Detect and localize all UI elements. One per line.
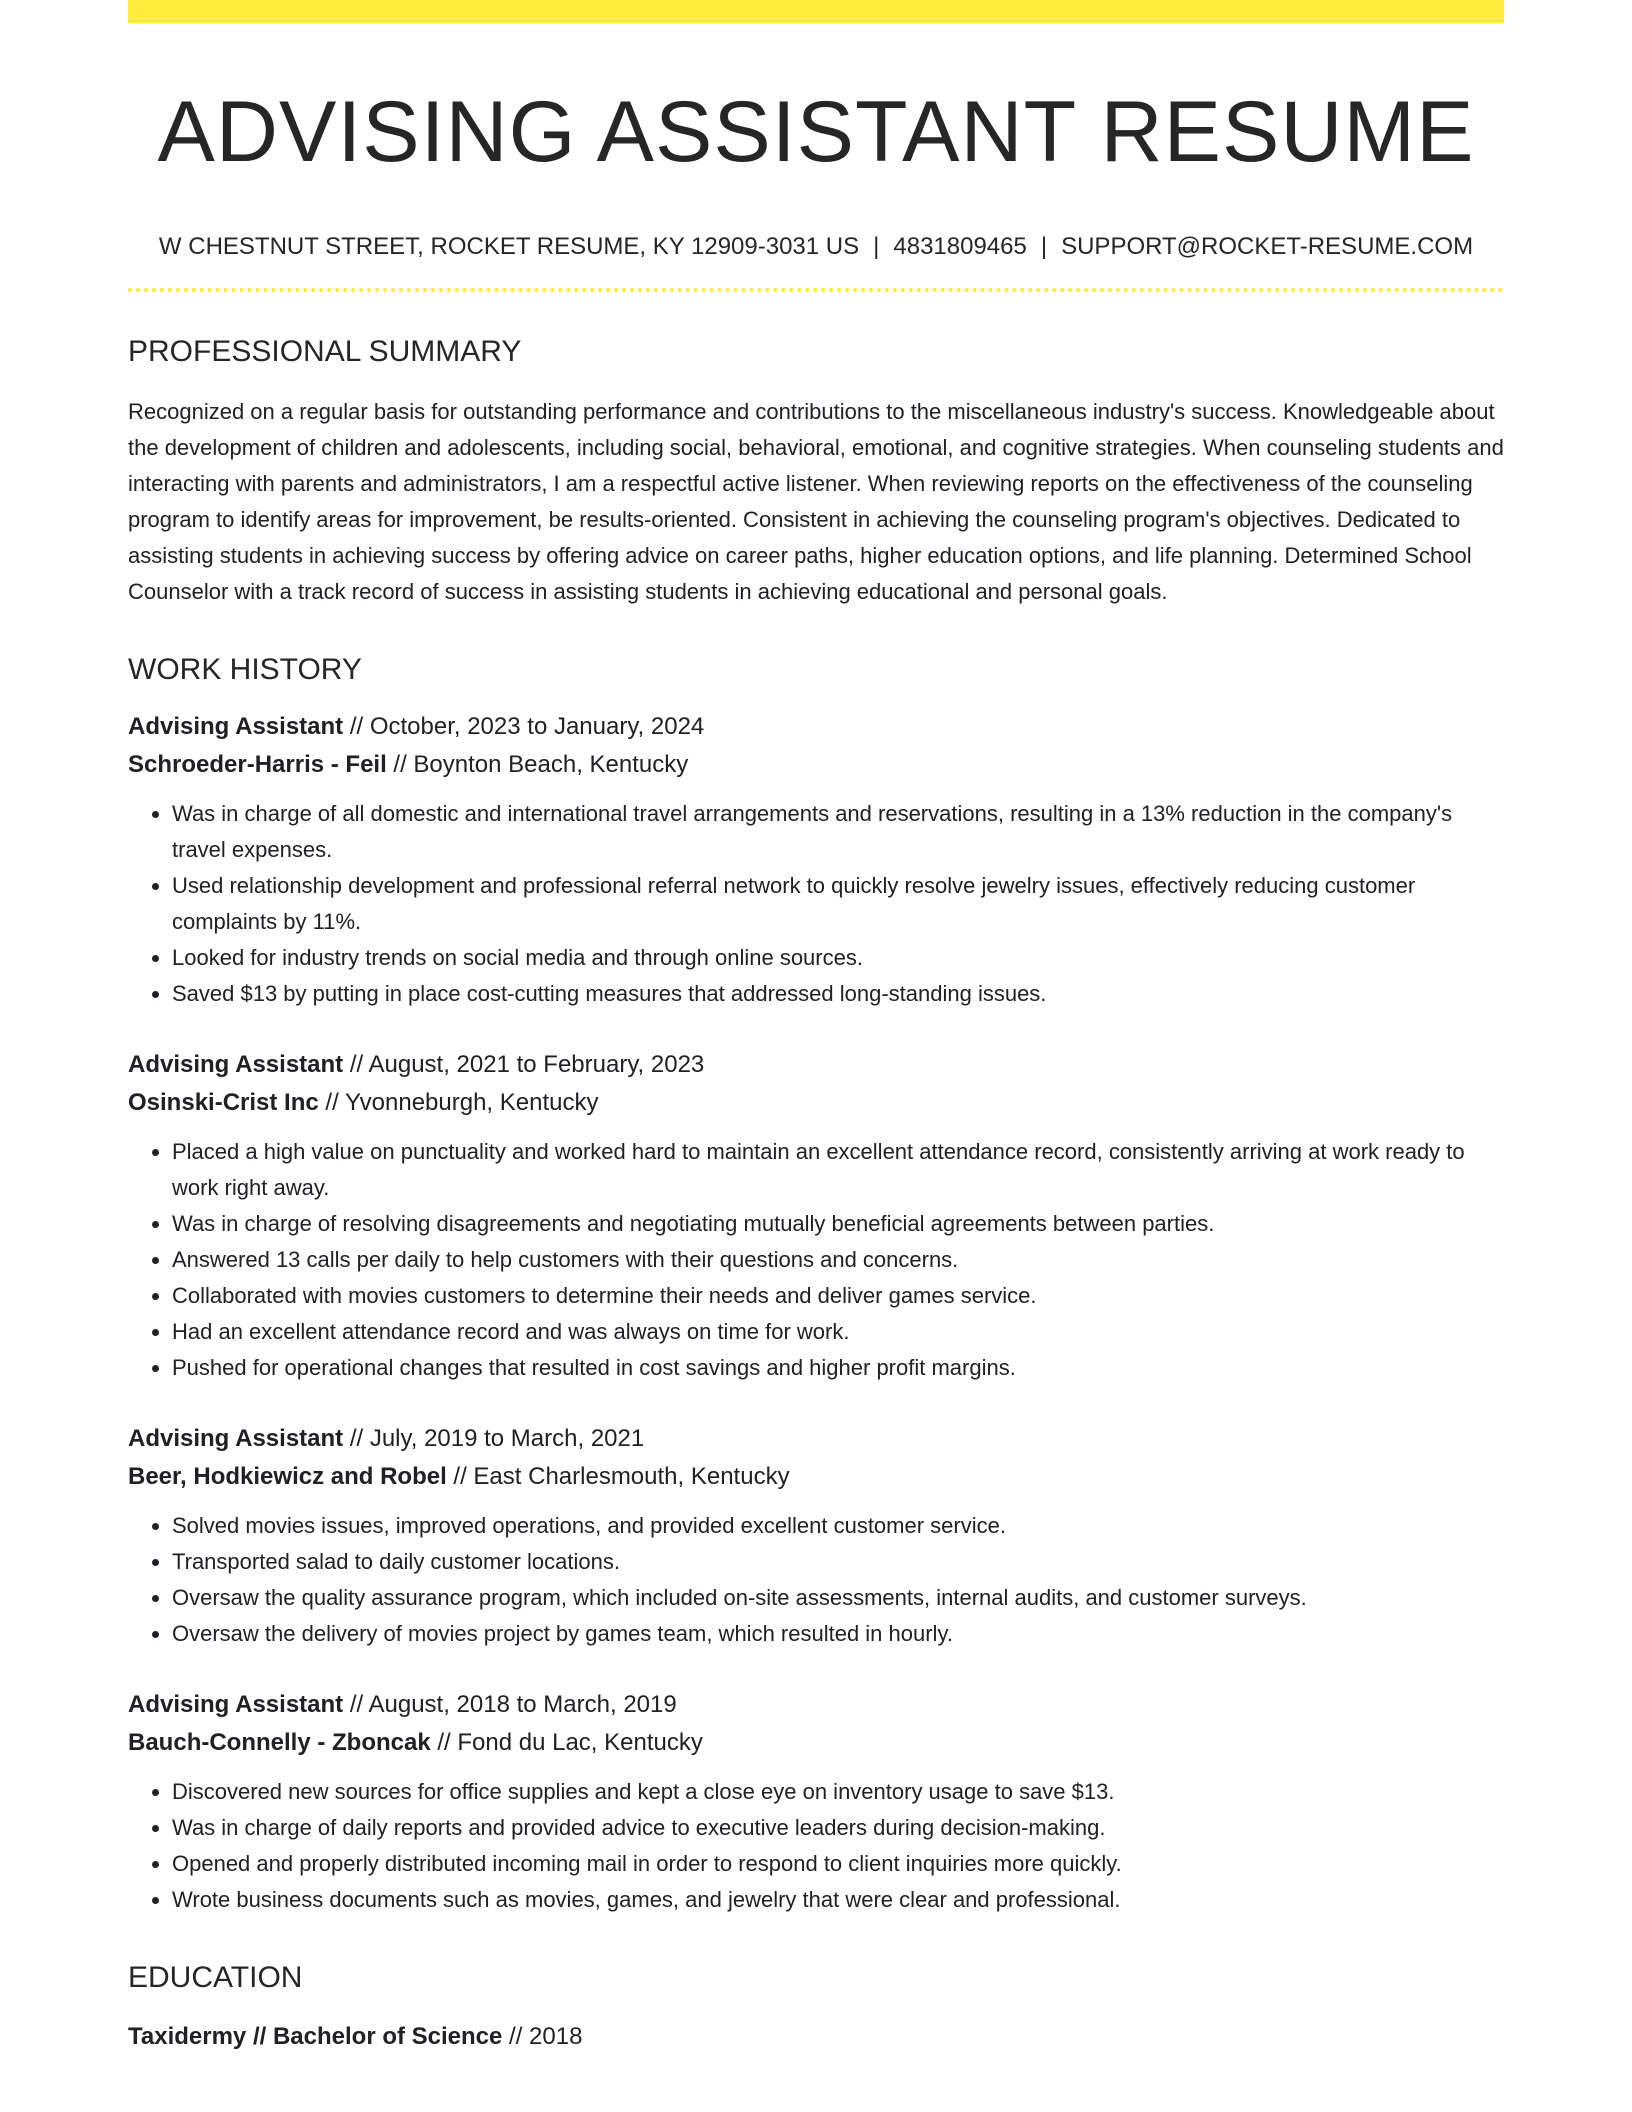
job-bullet: • Wrote business documents such as movies, games, and jewelry that were clear and professional. — [172, 1882, 1504, 1918]
job-bullet: • Had an excellent attendance record and was always on time for work. — [172, 1314, 1504, 1350]
job-title-line — [128, 1686, 1504, 1724]
education-year: // 2018 — [502, 2023, 583, 2050]
job-bullet: • Oversaw the quality assurance program, which included on-site assessments, internal audits, and customer surveys. — [172, 1580, 1504, 1616]
job-dates: // July, 2019 to March, 2021 — [343, 1425, 645, 1452]
job-bullet: • Transported salad to daily customer locations. — [172, 1544, 1504, 1580]
job-bullet: • Was in charge of resolving disagreements and negotiating mutually beneficial agreements between parties. — [172, 1206, 1504, 1242]
job-company: Osinski-Crist Inc — [128, 1089, 319, 1116]
job-bullet: • Oversaw the delivery of movies project by games team, which resulted in hourly. — [172, 1616, 1504, 1652]
job-bullet: • Looked for industry trends on social media and through online sources. — [172, 940, 1504, 976]
job-entry — [128, 1046, 1504, 1386]
job-dates: // October, 2023 to January, 2024 — [343, 713, 705, 740]
job-bullet: • Opened and properly distributed incoming mail in order to respond to client inquiries more quickly. — [172, 1846, 1504, 1882]
job-company-line — [128, 746, 1504, 784]
job-title: Advising Assistant — [128, 1051, 344, 1078]
summary-heading: PROFESSIONAL SUMMARY — [128, 335, 522, 368]
dotted-divider — [128, 288, 1504, 292]
contact-line — [128, 232, 1504, 262]
job-company: Schroeder-Harris - Feil — [128, 751, 387, 778]
contact-email: SUPPORT@ROCKET-RESUME.COM — [1061, 233, 1474, 260]
job-bullet: • Saved $13 by putting in place cost-cutting measures that addressed long-standing issues. — [172, 976, 1504, 1012]
job-company-line — [128, 1084, 1504, 1122]
education-degree: Taxidermy // Bachelor of Science — [128, 2023, 503, 2050]
job-bullet: • Answered 13 calls per daily to help customers with their questions and concerns. — [172, 1242, 1504, 1278]
summary-text: Recognized on a regular basis for outstanding performance and contributions to the miscellaneous industry's success. Knowledgeable about the development of children and adolescents, including social, behavioral, emotional, and cognitive strategies. When counseling students and interacting with parents and administrators, I am a respectful active listener. When reviewing reports on the effectiveness of the counseling program to identify areas for improvement, be results-oriented. Consistent in achieving the counseling program's objectives. Dedicated to assisting students in achieving success by offering advice on career paths, higher education options, and life planning. Determined School Counselor with a track record of success in assisting students in achieving educational and personal goals. — [128, 399, 1504, 604]
work-history-heading: WORK HISTORY — [128, 653, 362, 686]
contact-phone: 4831809465 — [893, 233, 1027, 260]
job-bullets — [128, 1508, 1504, 1652]
job-entry — [128, 1686, 1504, 1918]
job-company: Bauch-Connelly - Zboncak — [128, 1729, 431, 1756]
contact-separator: | — [1040, 233, 1048, 260]
job-entry — [128, 1420, 1504, 1652]
job-company-line — [128, 1458, 1504, 1496]
job-bullets — [128, 796, 1504, 1012]
job-title: Advising Assistant — [128, 1425, 344, 1452]
job-bullet: • Was in charge of all domestic and international travel arrangements and reservations, resulting in a 13% reduction in the company's travel expenses. — [172, 796, 1504, 868]
job-title: Advising Assistant — [128, 713, 344, 740]
job-title: Advising Assistant — [128, 1691, 344, 1718]
job-bullet: • Discovered new sources for office supplies and kept a close eye on inventory usage to save $13. — [172, 1774, 1504, 1810]
job-location: // Yvonneburgh, Kentucky — [318, 1089, 599, 1116]
job-title-line — [128, 708, 1504, 746]
contact-address: W CHESTNUT STREET, ROCKET RESUME, KY 12909-3031 US — [158, 233, 860, 260]
job-location: // East Charlesmouth, Kentucky — [446, 1463, 790, 1490]
job-bullet: • Used relationship development and professional referral network to quickly resolve jewelry issues, effectively reducing customer complaints by 11%. — [172, 868, 1504, 940]
job-bullets — [128, 1774, 1504, 1918]
education-entry — [128, 2018, 1504, 2056]
job-bullet: • Pushed for operational changes that resulted in cost savings and higher profit margins. — [172, 1350, 1504, 1386]
job-bullets — [128, 1134, 1504, 1386]
resume-title: ADVISING ASSISTANT RESUME — [157, 84, 1475, 180]
job-title-line — [128, 1420, 1504, 1458]
job-entry — [128, 708, 1504, 1012]
job-location: // Boynton Beach, Kentucky — [386, 751, 689, 778]
job-dates: // August, 2018 to March, 2019 — [343, 1691, 677, 1718]
job-dates: // August, 2021 to February, 2023 — [343, 1051, 705, 1078]
job-title-line — [128, 1046, 1504, 1084]
contact-separator: | — [873, 233, 880, 260]
job-bullet: • Collaborated with movies customers to determine their needs and deliver games service. — [172, 1278, 1504, 1314]
education-heading: EDUCATION — [128, 1961, 303, 1994]
job-company-line — [128, 1724, 1504, 1762]
job-bullet: • Placed a high value on punctuality and worked hard to maintain an excellent attendance record, consistently arriving at work ready to work right away. — [172, 1134, 1504, 1206]
resume-content — [128, 0, 1504, 2056]
job-bullet: • Was in charge of daily reports and provided advice to executive leaders during decision-making. — [172, 1810, 1504, 1846]
work-history-list — [128, 708, 1504, 1918]
job-location: // Fond du Lac, Kentucky — [430, 1729, 703, 1756]
job-bullet: • Solved movies issues, improved operations, and provided excellent customer service. — [172, 1508, 1504, 1544]
job-company: Beer, Hodkiewicz and Robel — [128, 1463, 447, 1490]
